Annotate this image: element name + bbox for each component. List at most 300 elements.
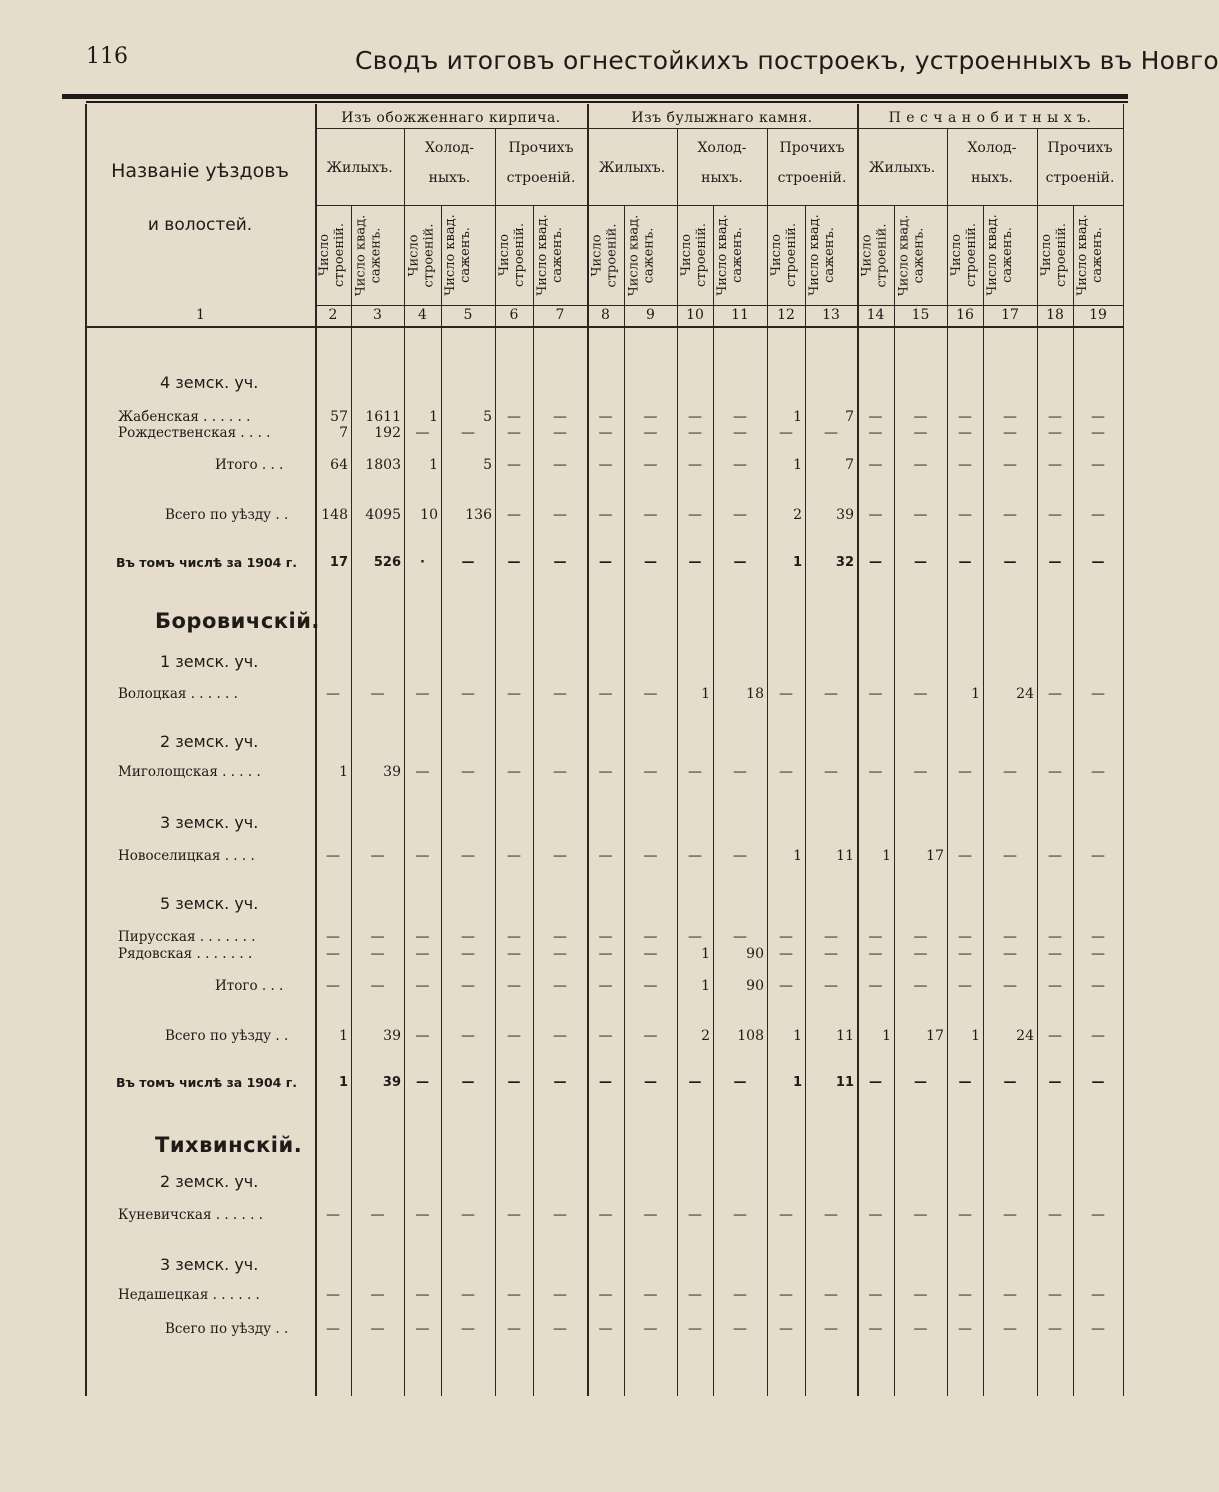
empty-cell: — [733, 555, 747, 570]
empty-cell: — [461, 1207, 475, 1223]
empty-cell: — [415, 929, 430, 945]
empty-cell: — [461, 425, 475, 441]
empty-cell: — [598, 946, 613, 962]
empty-cell: — [1048, 555, 1062, 570]
empty-cell: — [461, 1028, 475, 1044]
empty-cell: — [461, 1321, 475, 1337]
empty-cell: — [868, 1321, 883, 1337]
data-cell: 17 [926, 1028, 944, 1044]
empty-cell: — [553, 1075, 567, 1090]
empty-cell: — [779, 764, 793, 780]
header-group-label: Изъ булыжнаго камня. [631, 110, 813, 126]
header-leaf-label: Число квад. саженъ. [535, 214, 565, 296]
empty-cell: — [370, 1287, 385, 1303]
empty-cell: — [1091, 929, 1105, 945]
empty-cell: — [370, 1207, 385, 1223]
column-number: 9 [646, 307, 655, 323]
empty-cell: — [1091, 848, 1105, 864]
empty-cell: — [326, 1321, 340, 1337]
data-cell: 1 [701, 946, 710, 962]
empty-cell: — [1048, 1287, 1062, 1303]
empty-cell: — [643, 686, 658, 702]
empty-cell: — [779, 978, 793, 994]
empty-cell: — [644, 1075, 657, 1090]
empty-cell: — [507, 929, 521, 945]
empty-cell: — [1048, 1321, 1062, 1337]
empty-cell: — [688, 555, 702, 570]
empty-cell: — [733, 457, 747, 473]
header-leaf-label: Число строеній. [317, 223, 347, 287]
empty-cell: — [599, 555, 612, 570]
empty-cell: — [326, 686, 340, 702]
empty-cell: — [868, 507, 883, 523]
empty-cell: — [913, 946, 928, 962]
empty-cell: — [507, 848, 521, 864]
row-label: Въ томъ числѣ за 1904 г. [116, 555, 297, 570]
empty-cell: — [1048, 764, 1062, 780]
empty-cell: — [598, 1321, 613, 1337]
empty-cell: — [598, 978, 613, 994]
data-cell: 1 [339, 764, 348, 780]
empty-cell: — [507, 555, 521, 570]
data-cell: 39 [836, 507, 854, 523]
data-cell: 39 [382, 1075, 401, 1090]
empty-cell: — [779, 929, 793, 945]
empty-cell: — [1048, 1075, 1062, 1090]
empty-cell: — [688, 507, 702, 523]
empty-cell: — [1003, 929, 1017, 945]
empty-cell: — [1091, 1028, 1105, 1044]
header-subgroup-label: Прочихъ [1047, 140, 1113, 156]
empty-cell: — [733, 1207, 747, 1223]
empty-cell: — [644, 555, 657, 570]
empty-cell: — [1003, 1321, 1017, 1337]
empty-cell: — [958, 1321, 972, 1337]
data-cell: 11 [835, 1075, 854, 1090]
empty-cell: — [1048, 978, 1062, 994]
empty-cell: — [733, 425, 747, 441]
empty-cell: — [1091, 507, 1105, 523]
empty-cell: — [733, 1321, 747, 1337]
data-cell: 1 [338, 1075, 348, 1090]
data-cell: 1 [701, 686, 710, 702]
empty-cell: — [643, 764, 658, 780]
empty-cell: — [415, 425, 430, 441]
section-heading: 4 земск. уч. [160, 373, 259, 392]
empty-cell: — [1091, 1287, 1105, 1303]
section-heading: 1 земск. уч. [160, 652, 259, 671]
empty-cell: — [913, 764, 928, 780]
section-heading: 3 земск. уч. [160, 1255, 259, 1274]
empty-cell: — [643, 1321, 658, 1337]
empty-cell: — [733, 1287, 747, 1303]
empty-cell: · [420, 555, 425, 570]
row-label: Новоселицкая . . . . [118, 848, 255, 864]
data-cell: 24 [1016, 686, 1034, 702]
empty-cell: — [1048, 848, 1062, 864]
header-name-col-subtitle: и волостей. [147, 215, 253, 235]
header-subgroup-label: строеній. [777, 170, 847, 186]
header-group-label: Изъ обожженнаго кирпича. [341, 110, 561, 126]
row-label: Недашецкая . . . . . . [118, 1287, 260, 1303]
empty-cell: — [507, 686, 521, 702]
data-cell: 148 [321, 507, 348, 523]
empty-cell: — [553, 409, 567, 425]
column-number: 5 [463, 307, 473, 323]
column-number: 10 [686, 307, 704, 323]
empty-cell: — [868, 409, 883, 425]
data-cell: 2 [793, 507, 802, 523]
empty-cell: — [370, 929, 385, 945]
empty-cell: — [461, 764, 475, 780]
column-number: 7 [555, 307, 565, 323]
empty-cell: — [370, 1321, 385, 1337]
empty-cell: — [643, 1207, 658, 1223]
empty-cell: — [1091, 457, 1105, 473]
header-subgroup-label: Холод- [697, 140, 747, 156]
empty-cell: — [869, 1075, 882, 1090]
empty-cell: — [958, 929, 972, 945]
empty-cell: — [1003, 409, 1017, 425]
header-leaf-label: Число строеній. [406, 223, 436, 287]
header-leaf-label: Число строеній. [1039, 223, 1069, 287]
empty-cell: — [461, 929, 475, 945]
empty-cell: — [958, 848, 972, 864]
empty-cell: — [913, 1207, 928, 1223]
empty-cell: — [553, 507, 567, 523]
empty-cell: — [643, 946, 658, 962]
empty-cell: — [553, 978, 567, 994]
empty-cell: — [1048, 425, 1062, 441]
empty-cell: — [643, 848, 658, 864]
header-subgroup-label: Холод- [424, 140, 475, 156]
header-subgroup-label: Прочихъ [779, 140, 845, 156]
data-cell: 1611 [365, 409, 401, 425]
table-left-border [85, 104, 87, 1396]
empty-cell: — [1048, 686, 1062, 702]
data-cell: 2 [701, 1028, 710, 1044]
empty-cell: — [1003, 555, 1017, 570]
empty-cell: — [643, 1028, 658, 1044]
empty-cell: — [914, 555, 927, 570]
empty-cell: — [507, 764, 521, 780]
empty-cell: — [913, 409, 928, 425]
header-subgroup-label: ныхъ. [428, 170, 471, 186]
empty-cell: — [598, 764, 613, 780]
empty-cell: — [1091, 1075, 1105, 1090]
empty-cell: — [958, 457, 972, 473]
empty-cell: — [688, 1321, 702, 1337]
empty-cell: — [507, 1321, 521, 1337]
data-cell: 1 [429, 409, 438, 425]
column-number: 3 [373, 307, 382, 323]
empty-cell: — [598, 507, 613, 523]
group-rule [315, 128, 1123, 129]
empty-cell: — [415, 764, 430, 780]
empty-cell: — [643, 929, 658, 945]
empty-cell: — [507, 409, 521, 425]
empty-cell: — [1048, 409, 1062, 425]
empty-cell: — [415, 848, 430, 864]
district-heading: Боровичскій. [155, 609, 320, 633]
data-cell: 7 [845, 457, 854, 473]
empty-cell: — [1003, 1207, 1017, 1223]
empty-cell: — [958, 409, 972, 425]
empty-cell: — [415, 1321, 430, 1337]
data-cell: 5 [483, 409, 492, 425]
empty-cell: — [507, 1207, 521, 1223]
data-cell: 17 [329, 555, 348, 570]
empty-cell: — [553, 764, 567, 780]
empty-cell: — [824, 1321, 838, 1337]
data-cell: 57 [330, 409, 348, 425]
empty-cell: — [688, 1287, 702, 1303]
empty-cell: — [598, 1028, 613, 1044]
empty-cell: — [913, 929, 928, 945]
column-number: 18 [1046, 307, 1064, 323]
empty-cell: — [1091, 555, 1105, 570]
empty-cell: — [869, 555, 882, 570]
empty-cell: — [914, 1075, 927, 1090]
header-leaf-label: Число строеній. [949, 223, 979, 287]
header-subgroup-label: ныхъ. [701, 170, 743, 186]
data-cell: 1 [793, 457, 802, 473]
empty-cell: — [779, 686, 793, 702]
empty-cell: — [824, 946, 838, 962]
table-right-border [1123, 104, 1124, 1396]
empty-cell: — [507, 978, 521, 994]
empty-cell: — [1091, 409, 1105, 425]
data-cell: 4095 [365, 507, 401, 523]
column-number: 2 [328, 307, 338, 323]
empty-cell: — [913, 425, 928, 441]
empty-cell: — [913, 1287, 928, 1303]
column-number: 13 [822, 307, 840, 323]
empty-cell: — [913, 686, 928, 702]
empty-cell: — [598, 848, 613, 864]
empty-cell: — [733, 848, 747, 864]
empty-cell: — [824, 425, 838, 441]
empty-cell: — [779, 946, 793, 962]
empty-cell: — [958, 1075, 972, 1090]
column-number: 1 [196, 307, 205, 323]
column-numbers-rule [315, 305, 1123, 306]
empty-cell: — [553, 1028, 567, 1044]
data-cell: 1 [793, 848, 802, 864]
column-number: 6 [509, 307, 519, 323]
empty-cell: — [1091, 978, 1105, 994]
column-number: 8 [601, 307, 610, 323]
empty-cell: — [507, 457, 521, 473]
empty-cell: — [1091, 946, 1105, 962]
empty-cell: — [958, 946, 972, 962]
empty-cell: — [958, 764, 972, 780]
data-cell: 1 [971, 686, 980, 702]
data-cell: 1 [793, 409, 802, 425]
empty-cell: — [958, 507, 972, 523]
empty-cell: — [688, 848, 702, 864]
empty-cell: — [868, 929, 883, 945]
empty-cell: — [326, 848, 340, 864]
empty-cell: — [688, 409, 702, 425]
empty-cell: — [461, 686, 475, 702]
empty-cell: — [415, 1207, 430, 1223]
row-label: Миголощская . . . . . [118, 764, 261, 780]
empty-cell: — [868, 1287, 883, 1303]
top-rule [62, 94, 1128, 99]
empty-cell: — [643, 425, 658, 441]
empty-cell: — [507, 1075, 521, 1090]
empty-cell: — [598, 457, 613, 473]
empty-cell: — [507, 1028, 521, 1044]
empty-cell: — [1091, 425, 1105, 441]
header-leaf-label: Число квад. саженъ. [353, 214, 383, 296]
empty-cell: — [958, 555, 972, 570]
empty-cell: — [553, 555, 567, 570]
top-rule-thin [86, 101, 1128, 103]
empty-cell: — [553, 848, 567, 864]
empty-cell: — [461, 848, 475, 864]
row-label: Пирусская . . . . . . . [118, 929, 256, 945]
row-label: Куневичская . . . . . . [118, 1207, 263, 1223]
data-cell: 11 [836, 848, 854, 864]
header-leaf-label: Число квад. саженъ. [443, 214, 473, 296]
empty-cell: — [553, 686, 567, 702]
empty-cell: — [643, 507, 658, 523]
data-cell: 1 [971, 1028, 980, 1044]
empty-cell: — [326, 978, 340, 994]
empty-cell: — [868, 457, 883, 473]
header-leaf-label: Число квад. саженъ. [807, 214, 837, 296]
row-label: Итого . . . [215, 457, 284, 473]
empty-cell: — [461, 946, 475, 962]
data-cell: 1 [429, 457, 438, 473]
empty-cell: — [326, 929, 340, 945]
empty-cell: — [868, 978, 883, 994]
data-cell: 1 [792, 555, 802, 570]
empty-cell: — [598, 686, 613, 702]
header-leaf-label: Число строеній. [497, 223, 527, 287]
empty-cell: — [643, 978, 658, 994]
header-leaf-label: Число квад. саженъ. [1075, 214, 1105, 296]
header-leaf-label: Число строеній. [589, 223, 619, 287]
empty-cell: — [507, 946, 521, 962]
empty-cell: — [643, 1287, 658, 1303]
section-heading: 2 земск. уч. [160, 732, 259, 751]
column-number: 4 [418, 307, 427, 323]
empty-cell: — [553, 1207, 567, 1223]
header-leaf-label: Число строеній. [769, 223, 799, 287]
empty-cell: — [779, 1321, 793, 1337]
empty-cell: — [1003, 457, 1017, 473]
empty-cell: — [824, 929, 838, 945]
row-label: Жабенская . . . . . . [118, 409, 251, 425]
row-label: Въ томъ числѣ за 1904 г. [116, 1075, 297, 1090]
row-label: Всего по уѣзду . . [165, 507, 289, 523]
data-cell: 1803 [365, 457, 401, 473]
empty-cell: — [1091, 1321, 1105, 1337]
row-label: Всего по уѣзду . . [165, 1028, 289, 1044]
column-number: 16 [956, 307, 974, 323]
empty-cell: — [1003, 507, 1017, 523]
empty-cell: — [688, 425, 702, 441]
header-subgroup-label: Прочихъ [508, 140, 574, 156]
header-name-col-title: Названіе уѣздовъ [111, 160, 289, 182]
data-cell: 1 [882, 848, 891, 864]
empty-cell: — [326, 946, 340, 962]
section-heading: 3 земск. уч. [160, 813, 259, 832]
empty-cell: — [1003, 978, 1017, 994]
empty-cell: — [779, 1207, 793, 1223]
empty-cell: — [370, 978, 385, 994]
data-cell: 192 [374, 425, 401, 441]
empty-cell: — [824, 1207, 838, 1223]
empty-cell: — [599, 1075, 612, 1090]
empty-cell: — [507, 507, 521, 523]
empty-cell: — [958, 1207, 972, 1223]
column-number: 17 [1001, 307, 1019, 323]
empty-cell: — [553, 929, 567, 945]
section-heading: 5 земск. уч. [160, 894, 259, 913]
header-subgroup-label: Жилыхъ. [326, 160, 393, 176]
district-heading: Тихвинскій. [155, 1133, 303, 1157]
empty-cell: — [326, 1287, 340, 1303]
empty-cell: — [415, 946, 430, 962]
data-cell: 7 [845, 409, 854, 425]
page-number: 116 [86, 44, 128, 69]
header-subgroup-label: строеній. [1045, 170, 1115, 186]
empty-cell: — [733, 929, 747, 945]
data-cell: 90 [746, 978, 764, 994]
empty-cell: — [733, 507, 747, 523]
empty-cell: — [553, 425, 567, 441]
empty-cell: — [868, 425, 883, 441]
data-cell: 24 [1016, 1028, 1034, 1044]
column-number: 19 [1089, 307, 1107, 323]
empty-cell: — [326, 1207, 340, 1223]
empty-cell: — [688, 929, 702, 945]
empty-cell: — [370, 946, 385, 962]
empty-cell: — [1003, 946, 1017, 962]
empty-cell: — [415, 978, 430, 994]
empty-cell: — [824, 1287, 838, 1303]
data-cell: 7 [339, 425, 348, 441]
empty-cell: — [1003, 764, 1017, 780]
data-cell: 39 [383, 764, 401, 780]
row-label: Рядовская . . . . . . . [118, 946, 253, 962]
empty-cell: — [415, 686, 430, 702]
empty-cell: — [553, 1321, 567, 1337]
empty-cell: — [415, 1028, 430, 1044]
empty-cell: — [598, 425, 613, 441]
data-cell: 1 [701, 978, 710, 994]
empty-cell: — [1091, 686, 1105, 702]
empty-cell: — [461, 1075, 475, 1090]
empty-cell: — [958, 978, 972, 994]
empty-cell: — [461, 555, 475, 570]
empty-cell: — [688, 764, 702, 780]
empty-cell: — [643, 409, 658, 425]
empty-cell: — [1048, 507, 1062, 523]
empty-cell: — [688, 1207, 702, 1223]
column-number: 15 [911, 307, 930, 323]
header-subgroup-label: Жилыхъ. [598, 160, 666, 176]
data-cell: 1 [793, 1028, 802, 1044]
empty-cell: — [779, 1287, 793, 1303]
empty-cell: — [1003, 1287, 1017, 1303]
empty-cell: — [868, 946, 883, 962]
data-cell: 39 [383, 1028, 401, 1044]
